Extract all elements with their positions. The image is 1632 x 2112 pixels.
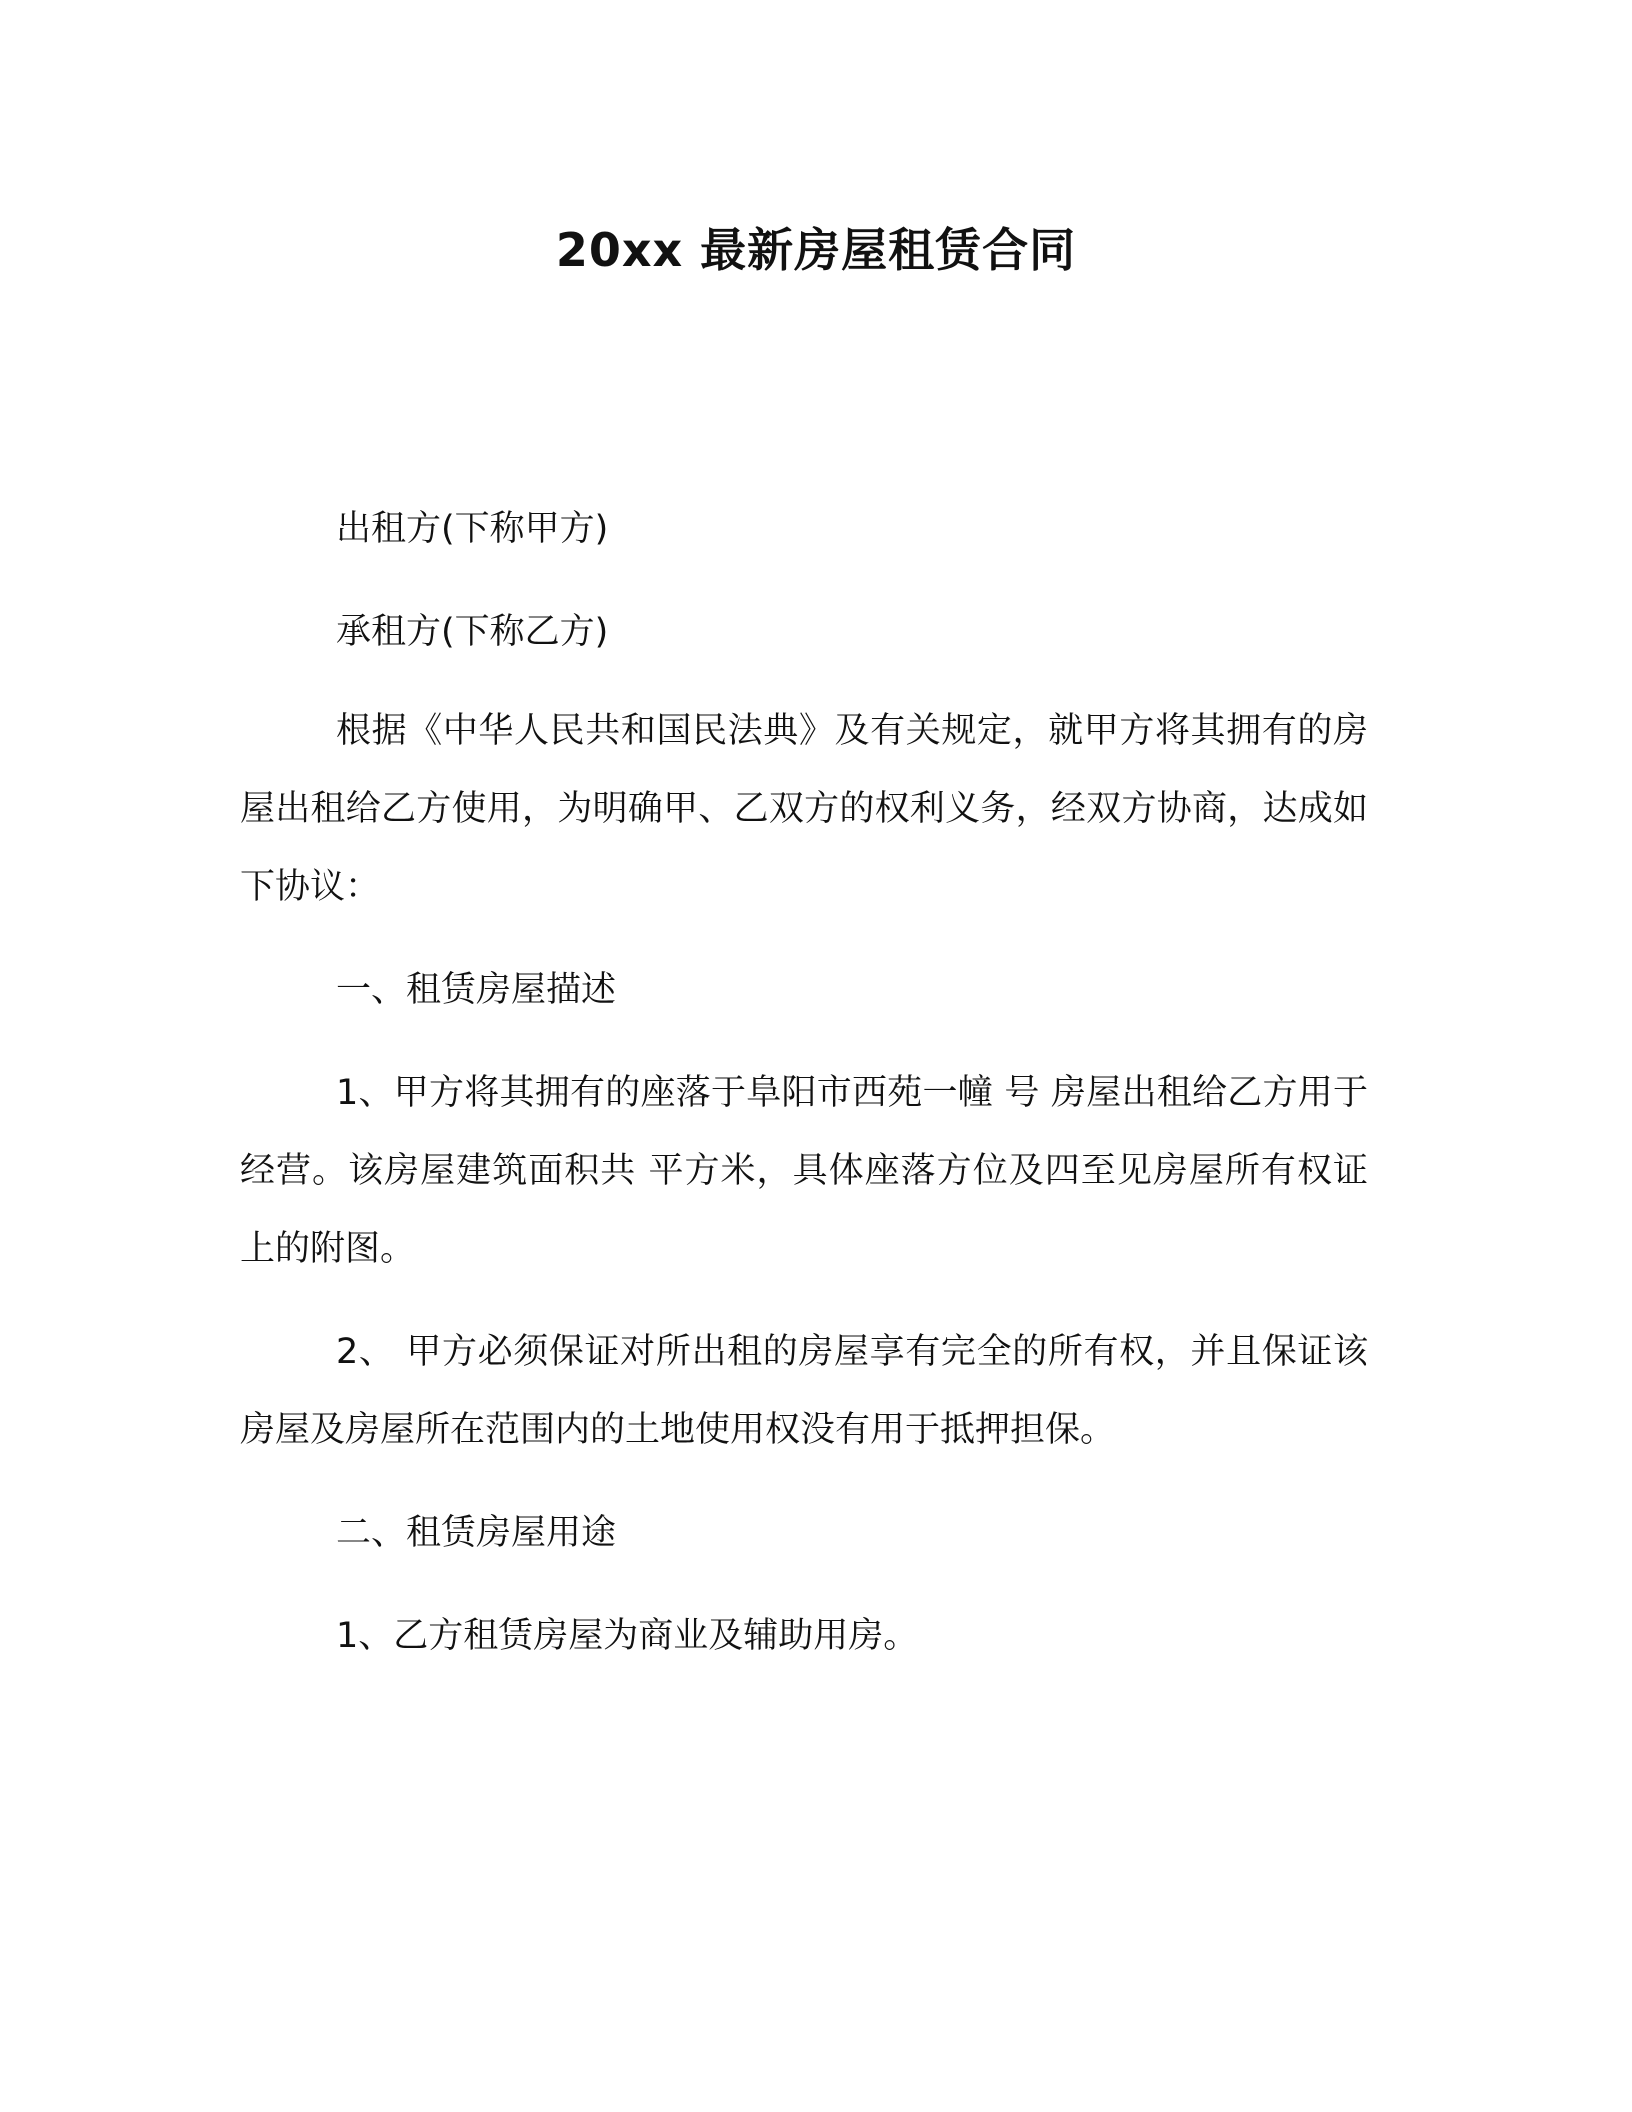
section1-heading: 一、租赁房屋描述 [336,970,617,1010]
section1-item1: 1、甲方将其拥有的座落于阜阳市西苑一幢 号 房屋出租给乙方用于经营。该房屋建筑面积共 平方米，具体座落方位及四至见房屋所有权证上的附图。 [240,1073,1368,1269]
document-title: 20xx 最新房屋租赁合同 [555,223,1077,277]
contract-body [240,692,1368,1700]
section2-item1: 1、乙方租赁房屋为商业及辅助用房。 [336,1616,919,1656]
lessor-line: 出租方(下称甲方) [336,509,609,549]
intro-paragraph: 根据《中华人民共和国民法典》及有关规定，就甲方将其拥有的房屋出租给乙方使用，为明确甲、乙双方的权利义务，经双方协商，达成如下协议： [240,711,1368,907]
section2-heading: 二、租赁房屋用途 [336,1513,617,1553]
parties-block [240,490,1368,696]
section1-item2: 2、 甲方必须保证对所出租的房屋享有完全的所有权，并且保证该房屋及房屋所在范围内的土地使用权没有用于抵押担保。 [240,1332,1368,1450]
lessee-line: 承租方(下称乙方) [336,612,609,652]
